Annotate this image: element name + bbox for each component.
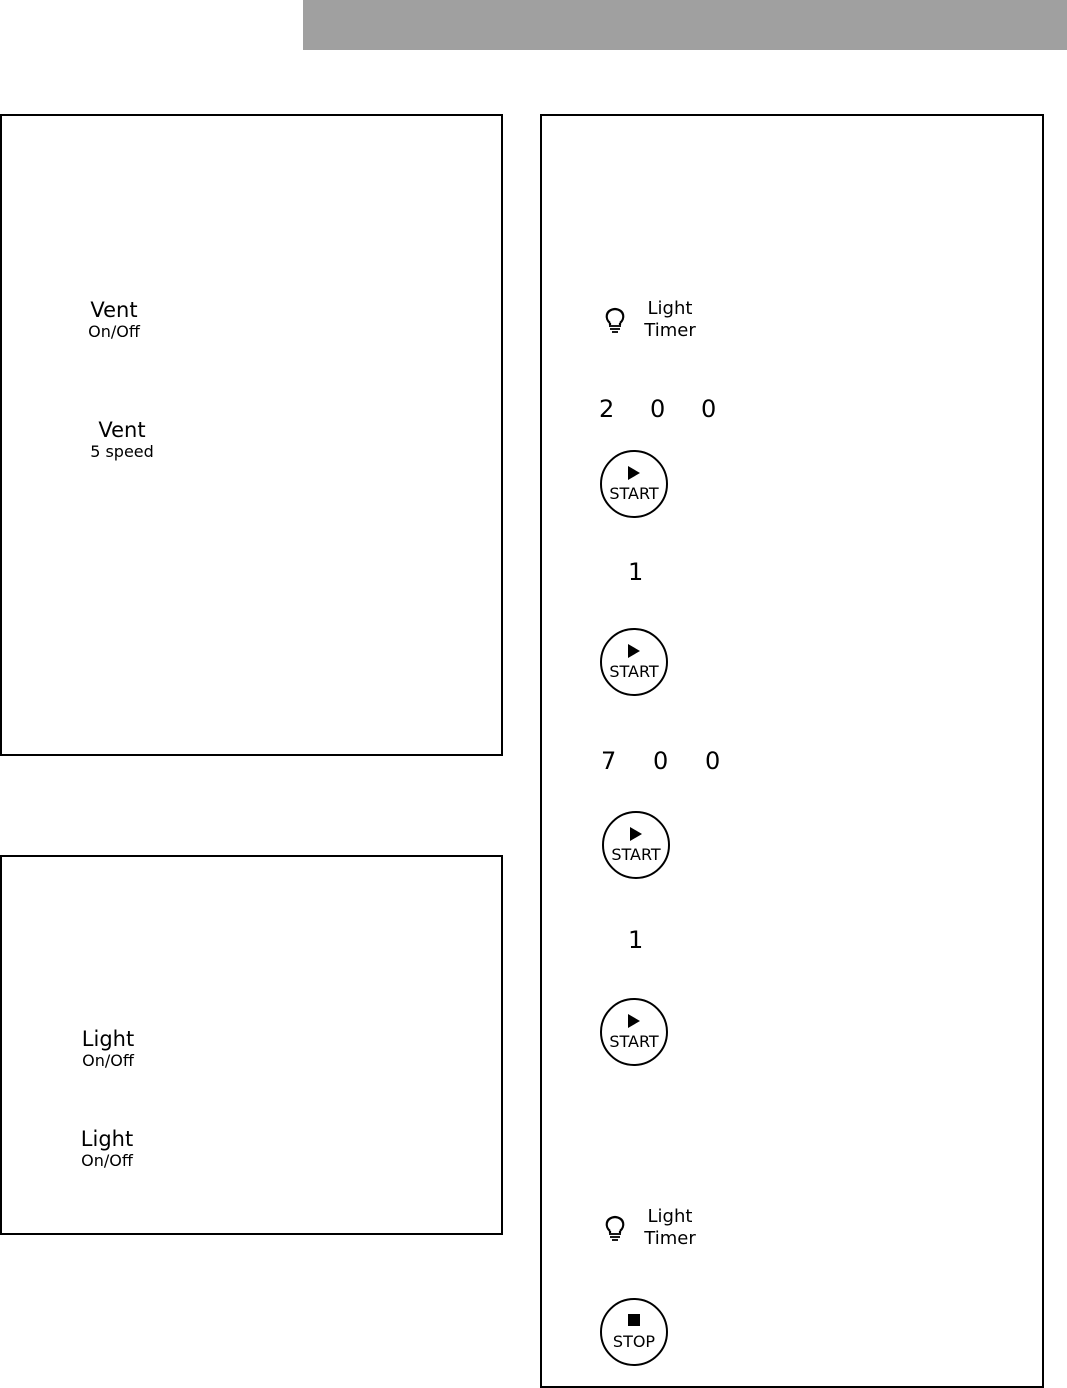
vent-speed-sub: 5 speed	[90, 442, 154, 461]
digit-pad[interactable]: 7	[601, 747, 617, 775]
play-icon	[627, 643, 641, 659]
stop-button[interactable]	[600, 1298, 668, 1366]
light-panel	[0, 855, 503, 1235]
light-timer-word-timer-1: Timer	[644, 320, 696, 341]
light-timer-pad-1[interactable]	[604, 298, 704, 344]
light-timer-panel	[540, 114, 1044, 1388]
start-label: START	[609, 662, 659, 681]
digit-pad[interactable]: 0	[650, 395, 666, 423]
light-timer-text-2	[642, 1206, 698, 1250]
stop-icon	[627, 1313, 641, 1327]
vent-onoff-pad[interactable]	[72, 300, 156, 340]
light-timer-word-light-1: Light	[647, 298, 693, 319]
stop-label: STOP	[612, 1332, 656, 1351]
light-onoff-sub-2: On/Off	[81, 1151, 133, 1170]
light-onoff-sub-1: On/Off	[82, 1051, 134, 1070]
header-bar	[303, 0, 1067, 50]
digit-pad[interactable]: 0	[653, 747, 669, 775]
start-label: START	[609, 484, 659, 503]
light-onoff-main-1: Light	[81, 1027, 135, 1051]
light-onoff-pad-2[interactable]	[65, 1129, 149, 1169]
digit-pad[interactable]: 0	[705, 747, 721, 775]
vent-speed-main: Vent	[98, 418, 146, 442]
light-bulb-icon	[604, 1214, 626, 1242]
light-timer-word-light-2: Light	[647, 1206, 693, 1227]
vent-panel	[0, 114, 503, 756]
start-label: START	[611, 845, 661, 864]
vent-speed-pad[interactable]	[80, 420, 164, 460]
digit-pad[interactable]: 0	[701, 395, 717, 423]
light-timer-text-1	[642, 298, 698, 342]
light-timer-word-timer-2: Timer	[644, 1228, 696, 1249]
play-icon	[627, 1013, 641, 1029]
start-button[interactable]	[602, 811, 670, 879]
start-label: START	[609, 1032, 659, 1051]
start-button[interactable]	[600, 998, 668, 1066]
light-onoff-main-2: Light	[80, 1127, 134, 1151]
digit-pad[interactable]: 1	[628, 558, 644, 586]
play-icon	[627, 465, 641, 481]
light-bulb-icon	[604, 306, 626, 334]
vent-onoff-main: Vent	[90, 298, 138, 322]
light-onoff-pad-1[interactable]	[66, 1029, 150, 1069]
digit-pad[interactable]: 2	[599, 395, 615, 423]
play-icon	[629, 826, 643, 842]
light-timer-pad-2[interactable]	[604, 1206, 704, 1252]
digit-pad[interactable]: 1	[628, 926, 644, 954]
start-button[interactable]	[600, 628, 668, 696]
vent-onoff-sub: On/Off	[88, 322, 140, 341]
start-button[interactable]	[600, 450, 668, 518]
